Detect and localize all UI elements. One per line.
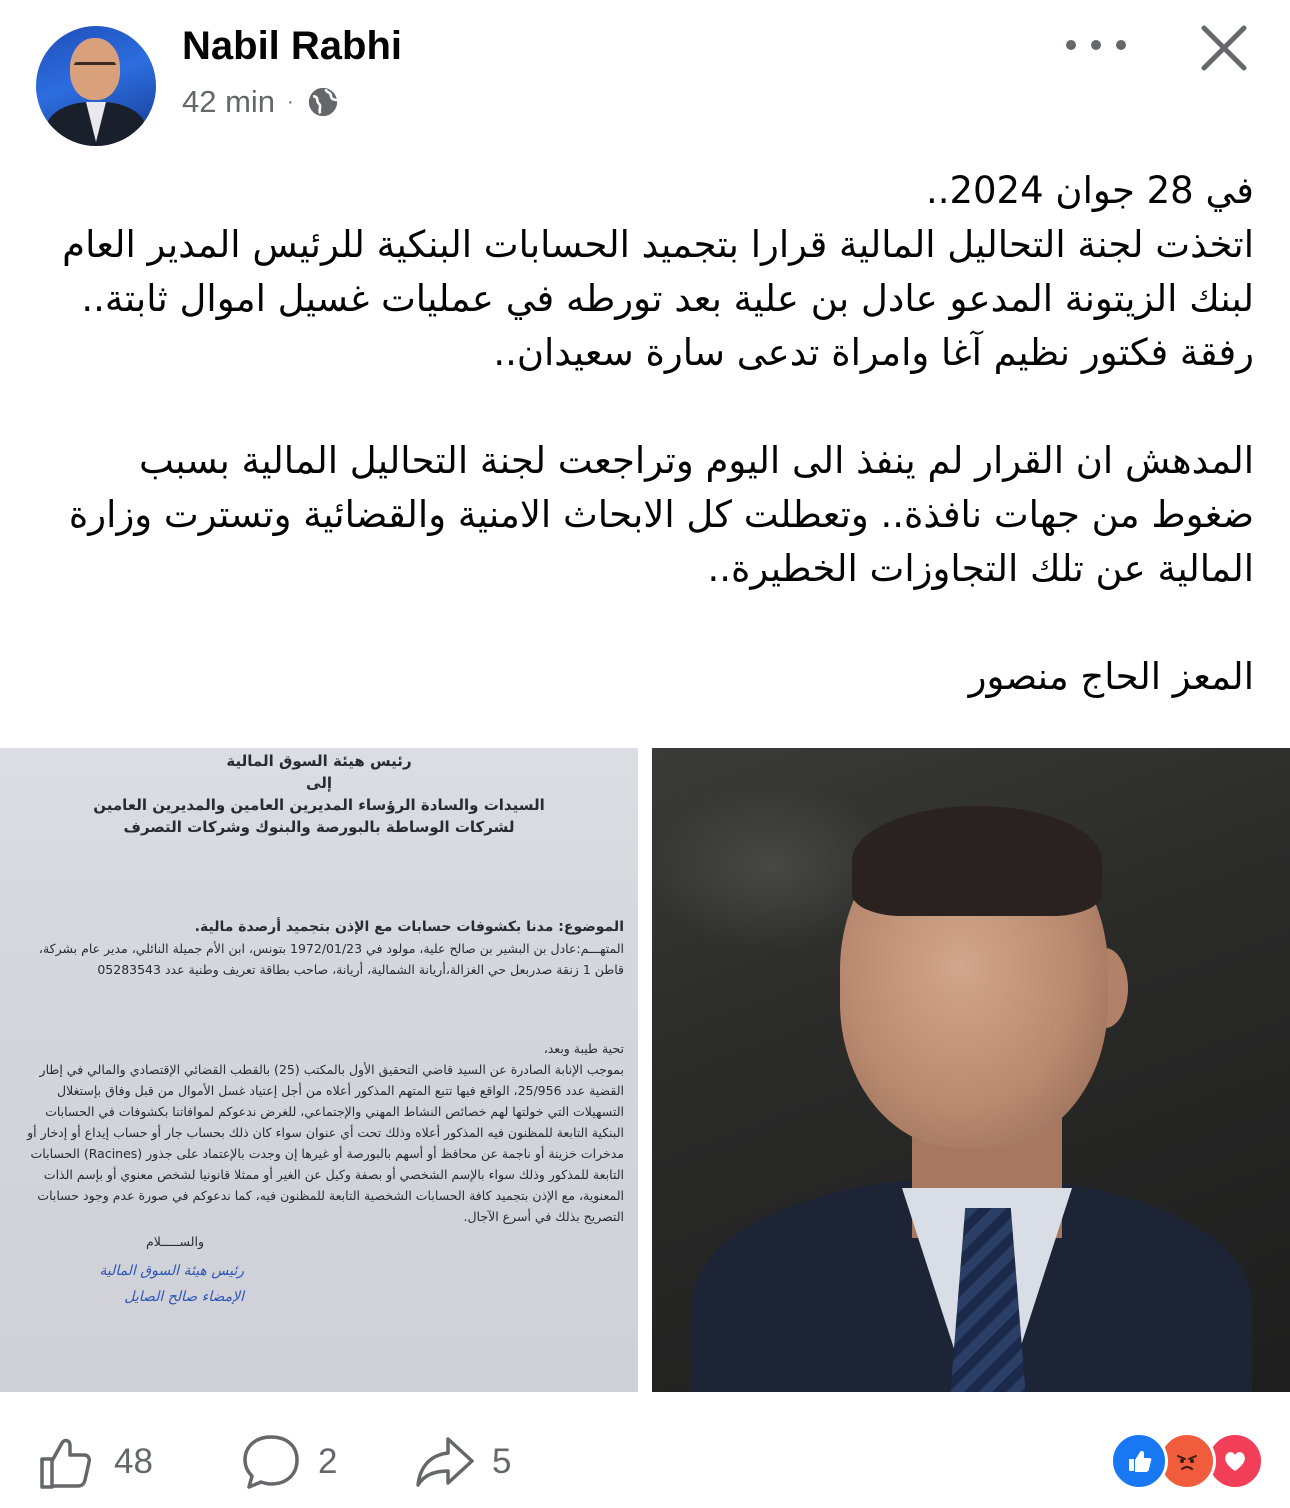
author-avatar[interactable] — [36, 26, 156, 146]
post-header — [0, 0, 1290, 150]
comment-button[interactable] — [240, 1432, 337, 1492]
portrait-hair — [852, 806, 1102, 916]
share-count: 5 — [492, 1442, 512, 1481]
share-icon — [414, 1431, 476, 1493]
comment-count: 2 — [318, 1442, 338, 1481]
post-paragraph-1: في 28 جوان 2024.. — [925, 169, 1254, 212]
meta-separator: · — [287, 90, 294, 113]
doc-signature-title: رئيس هيئة السوق المالية — [99, 1263, 244, 1279]
document-page — [14, 748, 624, 1392]
author-name[interactable]: Nabil Rabhi — [182, 24, 403, 68]
more-options-icon[interactable] — [1066, 30, 1126, 60]
post-time[interactable]: 42 min — [182, 84, 276, 119]
like-count: 48 — [114, 1442, 153, 1481]
like-button[interactable] — [36, 1432, 153, 1492]
avatar-glasses — [74, 62, 116, 74]
doc-recipients-1: السيدات والسادة الرؤساء المديرين العامين والمديرين العامين — [93, 796, 545, 814]
like-reaction-icon — [1110, 1432, 1168, 1490]
doc-to: إلى — [306, 774, 332, 792]
doc-greeting: تحية طيبة وبعد، — [543, 1041, 624, 1056]
doc-recipients-2: لشركات الوساطة بالبورصة والبنوك وشركات التصرف — [123, 818, 515, 836]
photo-portrait[interactable] — [652, 748, 1290, 1392]
post-actions — [0, 1404, 1290, 1508]
comment-icon — [240, 1431, 302, 1493]
thumbs-up-icon — [36, 1431, 98, 1493]
post-paragraph-3: المدهش ان القرار لم ينفذ الى اليوم وتراجعت لجنة التحاليل المالية بسبب ضغوط من جهات نافذة.. وتعطلت كل الابحاث الامنية والقضائية وتسترت وزارة المالية عن تلك التجاوزات الخطيرة.. — [68, 439, 1254, 590]
doc-accused: المتهـــم:عادل بن البشير بن صالح علية، مولود في 1972/01/23 بتونس، ابن الأم جميلة النائلي، مدير عام بشركة، قاطن 1 زنقة صدربعل حي الغزالة،أريانة الشمالية، أريانة، صاحب بطاقة تعريف وطنية عدد 05283543 — [38, 941, 624, 977]
post-body — [40, 164, 1254, 704]
doc-subject: الموضوع: مدنا بكشوفات حسابات مع الإذن بتجميد أرصدة مالية. — [194, 919, 624, 935]
post-meta — [182, 84, 340, 120]
doc-signature-name: الإمضاء صالح الصايل — [124, 1289, 244, 1305]
globe-icon[interactable] — [306, 85, 340, 119]
post-paragraph-2: اتخذت لجنة التحاليل المالية قرارا بتجميد الحسابات البنكية للرئيس المدير العام لبنك الزيتونة المدعو عادل بن علية بعد تورطه في عمليات غسيل اموال ثابتة.. رفقة فكتور نظيم آغا وامراة تدعى سارة سعيدان.. — [62, 223, 1254, 374]
photo-document[interactable] — [0, 748, 638, 1392]
doc-closing: والســـــلام — [146, 1234, 204, 1249]
doc-body: بموجب الإنابة الصادرة عن السيد قاضي التحقيق الأول بالمكتب (25) بالقطب القضائي الإقتصادي والمالي في إطار القضية عدد 25/956، الواقع فيها تتبع المتهم المذكور أعلاه من أجل إعتياد غسل الأموال من قبل وفاق بإستغلال التسهيلات التي خولتها لهم خصائص النشاط المهني والإجتماعي، للغرض ندعوكم لموافاتنا بكشوفات في الحسابات البنكية التابعة للمظنون فيه المذكور أعلاه وذلك تحت أي عنوان سواء كان ذلك بحساب جار أو حساب إيداع أو إدخار أو مدخرات خزينة أو ناجمة عن محافظ أو أسهم بالبورصة أو غيرها إن وجدت بالإعتماد على جذور (Racines) الحسابات التابعة للمذكور وذلك سواء بالإسم الشخصي أو بصفة وكيل عن الغير أو ممثلا قانونيا لشخص معنوي أو بإسم الذات المعنوية، مع الإذن بتجميد كافة الحسابات الشخصية التابعة للمظنون فيه، كما ندعوكم في صورة عدم وجود حسابات التصريح بذلك في أسرع الآجال. — [27, 1062, 624, 1224]
close-icon[interactable] — [1196, 20, 1252, 76]
reaction-summary[interactable] — [1110, 1432, 1258, 1488]
doc-from: رئيس هيئة السوق المالية — [226, 752, 412, 770]
post-signature: المعز الحاج منصور — [968, 655, 1254, 698]
share-button[interactable] — [414, 1432, 511, 1492]
